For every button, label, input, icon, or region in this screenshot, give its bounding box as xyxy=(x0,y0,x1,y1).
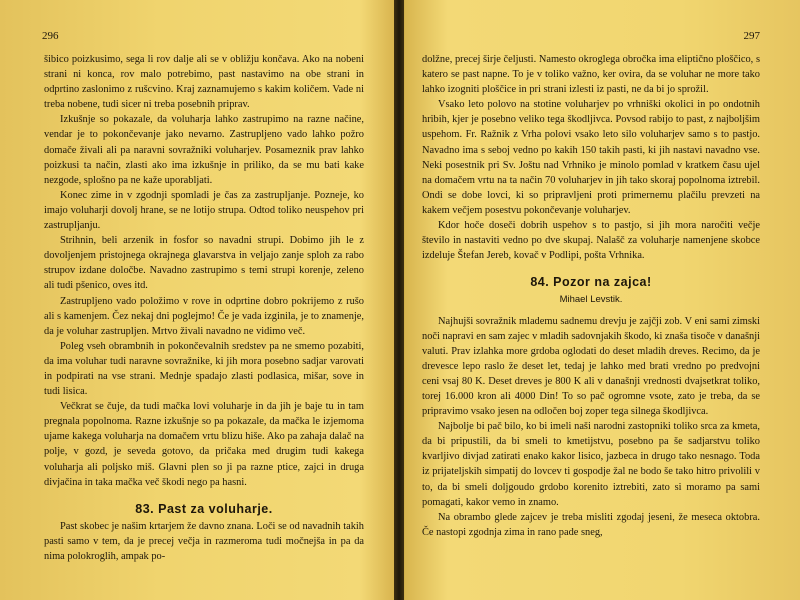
paragraph: Konec zime in v zgodnji spomladi je čas za zastrupljanje. Pozneje, ko imajo voluharji dovolj hrane, se ne lotijo strupa. Odtod toliko neuspehov pri zastrupljanju. xyxy=(44,189,364,232)
right-page-text xyxy=(422,52,760,540)
author-line: Mihael Levstik. xyxy=(559,294,623,306)
paragraph: Strihnin, beli arzenik in fosfor so navadni strupi. Dobimo jih le z dovoljenjem pristojnega okrajnega glavarstva in veljajo zanje sploh za rabo strupov izdane določbe. Navadno zastrupimo s temi strupi korenje, zeleno ali tudi pšenico, oves itd. xyxy=(44,235,364,292)
left-page xyxy=(0,0,392,600)
paragraph: dolžne, precej širje čeljusti. Namesto okroglega obročka ima eliptično ploščico, s katero se past napne. To je v toliko važno, ker ovira, da se voluhar ne more tako lahko izogniti ploščice in pri strani izlesti iz pasti, ne da bi jo sprožil. xyxy=(422,54,760,96)
page-number-right: 297 xyxy=(743,30,760,42)
paragraph: Najbolje bi pač bilo, ko bi imeli naši narodni zastopniki toliko srca za kmeta, da bi pripustili, da bi smeli to kmetijstvu, posebno pa še sadjarstvu toliko kvarljivo divjad zatirati enako kakor lisico, jazbeca in drugo tako nesnago. Toda iz prijateljskih simpatij do lovcev ti gospodje žal ne bodo še tako hitro privolili v to, da bi smeli doljgoudo grdobo korenito iztrebiti, zato si moramo pa sami pomagati, kakor vemo in znamo. xyxy=(422,421,760,508)
paragraph: Izkušnje so pokazale, da voluharja lahko zastrupimo na razne načine, vendar je to pokončevanje jako nevarno. Zastrupljeno vado lahko požro domače živali ali pa naravni sovražniki voluharjev. Posameznik prav lahko poizkusi ta način, zlasti ako ima izkušnje in priliko, da se mu bati kake nezgode, splošno pa ne kaže uporabljati. xyxy=(44,114,364,186)
paragraph: Zastrupljeno vado položimo v rove in odprtine dobro pokrijemo z rušo ali s kamenjem. Čez nekaj dni poglejmo! Če je vada izginila, je to znamenje, da je voluhar zastrupljen. Mrtvo živali navadno ne vidimo več. xyxy=(44,295,364,337)
section-heading-83: 83. Past za voluharje. xyxy=(135,501,273,516)
left-page-text xyxy=(44,52,364,564)
paragraph: Vsako leto polovo na stotine voluharjev po vrhniški okolici in po ondotnih hribih, kjer je posebno veliko tega škodljivca. Povsod rabijo to past, z najboljšim uspehom. Fr. Ražnik z Vrha polovi vsako leto silo voluharjev samo s to pastjo. Navadno ima s seboj vedno po kakih 150 takih pasti, ki jih nastavi navadno vse. Neki posestnik pri Sv. Joštu nad Vrhniko je minolo pomlad v kratkem času ujel na domačem vrtu na ta način 70 voluharjev in jih tako skoraj popolnoma iztrebil. Ondi se dobe lovci, ki so pripravljeni proti primernemu plačilu prevzeti na kakem večjem posestvu pokončevanje voluharjev. xyxy=(422,99,760,216)
paragraph: Najhujši sovražnik mlademu sadnemu drevju je zajčji zob. V eni sami zimski noči napravi en sam zajec v mladih sadovnjakih škodo, ki znaša tisoče v današnji valuti. Prav izlahka more grdoba oglodati do deset mladih dreves. Recimo, da je drevesce lepo raslo že deset let, tedaj je lahko med brati vredno po predvojni ceni vsaj 80 K. Deset dreves je 800 K ali v današnji vrednosti dvajsetkrat toliko, torej 16.000 kron ali 4000 Din! To so pač ogromne vsote, zato je treba, da se pripravimo vsako jesen na odločen boj zoper tega silnega škodljivca. xyxy=(422,315,760,418)
paragraph: Past skobec je našim krtarjem že davno znana. Loči se od navadnih takih pasti samo v tem, da je precej večja in razmeroma tudi močnejša in pa da nima polokroglih, ampak po- xyxy=(44,520,364,562)
page-number-left: 296 xyxy=(42,30,59,42)
paragraph: Poleg vseh obrambnih in pokončevalnih sredstev pa ne smemo pozabiti, da ima voluhar tudi naravne sovražnike, ki jih mora posebno sadjar varovati in podpirati na vse strani. Mednje spadajo zlasti podlasica, mišar, sove in tudi lisica. xyxy=(44,340,364,398)
paragraph: Na obrambo glede zajcev je treba misliti zgodaj jeseni, že meseca oktobra. Če nastopi zgodnja zima in rano pade sneg, xyxy=(422,511,760,538)
paragraph: Večkrat se čuje, da tudi mačka lovi voluharje in da jih je baje tu in tam pregnala popolnoma. Razne izkušnje so pa pokazale, da mačka le izjemoma ujame kakega voluharja na domačem vrtu blizu hiše. Ako pa zahaja dalač na polje, v gozd, je seveda gotovo, da pričaka med drugim tudi kakega voluharja ali poljsko miš. Glavni plen so ji pa razne ptice, zajci in druga divjačina in taka mačka več škodi nego pa hasni. xyxy=(44,401,364,488)
paragraph: šibico poizkusimo, sega li rov dalje ali se v obližju končava. Ako na nobeni strani ni konca, rov malo potrebimo, past nastavimo na obe strani in odprtino zaslonimo z rušcvino. Kraj zaznamujemo s kakim količem. Vade ni treba nobene, tudi sicer ni treba posebnih priprav. xyxy=(44,54,364,111)
book-gutter xyxy=(394,0,404,600)
section-heading-84: 84. Pozor na zajca! xyxy=(530,275,652,290)
paragraph: Kdor hoče doseči dobrih uspehov s to pastjo, si jih mora naročiti večje število in nastaviti vedno po dve skupaj. Nalašč za voluharje namenjene skobce izdeluje Štefan Jereb, kovač v Podlipi, pošta Vrhnika. xyxy=(422,220,760,262)
right-page xyxy=(404,0,800,600)
